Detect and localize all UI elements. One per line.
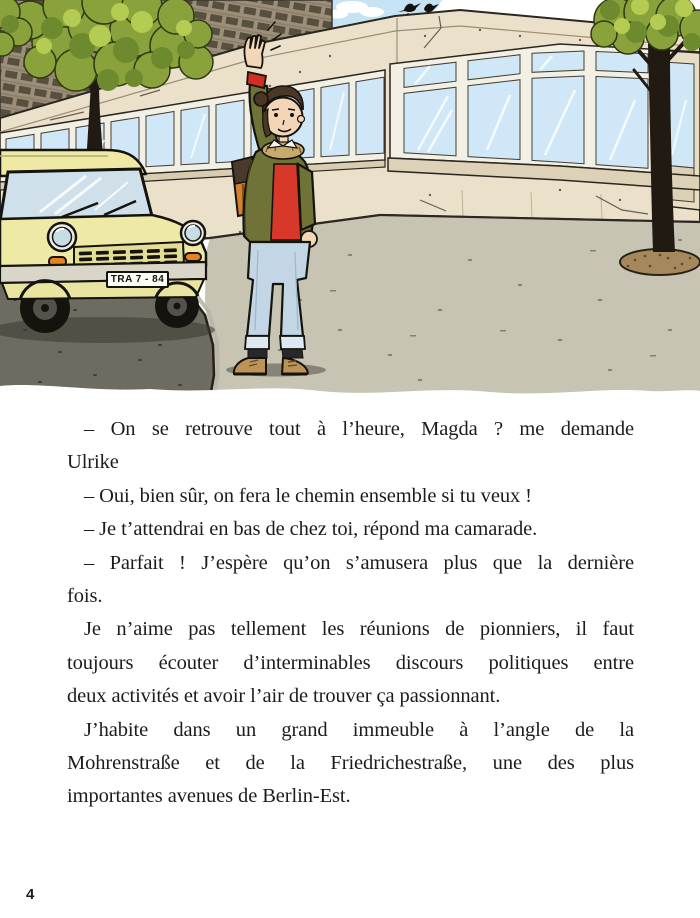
street-scene-svg <box>0 0 700 420</box>
right-arm <box>298 164 315 230</box>
story-line: deux activités et avoir l’air de trouver ça passionnant. <box>67 685 501 708</box>
story-line: fois. <box>67 584 103 607</box>
page-number: 4 <box>26 886 35 903</box>
story-line: toujours écouter d’interminables discours politiques entre <box>67 651 634 674</box>
story-text <box>67 413 634 814</box>
story-line: – Oui, bien sûr, on fera le chemin ensemble si tu veux ! <box>84 484 532 507</box>
story-line: Mohrenstraße et de la Friedrichestraße, une des plus <box>67 751 634 774</box>
cloud <box>360 7 384 17</box>
story-line: Ulrike <box>67 451 119 474</box>
car-windshield <box>0 169 152 221</box>
hair-bun <box>254 92 268 106</box>
jean-cuff <box>245 336 269 349</box>
story-line: – Je t’attendrai en bas de chez toi, répond ma camarade. <box>84 518 538 541</box>
sweater <box>271 164 301 240</box>
story-line: – Parfait ! J’espère qu’on s’amusera plus que la dernière <box>84 551 634 574</box>
story-line: importantes avenues de Berlin-Est. <box>67 785 351 808</box>
story-line: – On se retrouve tout à l’heure, Magda ? me demande <box>84 418 634 440</box>
sock <box>248 349 267 358</box>
fur-collar <box>262 141 304 159</box>
license-plate <box>106 271 169 288</box>
waving-hand <box>244 35 265 68</box>
story-line: J’habite dans un grand immeuble à l’angle de la <box>84 718 634 741</box>
license-plate-text: TRA 7 - 84 <box>110 274 165 285</box>
story-line: Je n’aime pas tellement les réunions de pionniers, il faut <box>84 618 634 641</box>
street-scene-illustration <box>0 0 700 420</box>
